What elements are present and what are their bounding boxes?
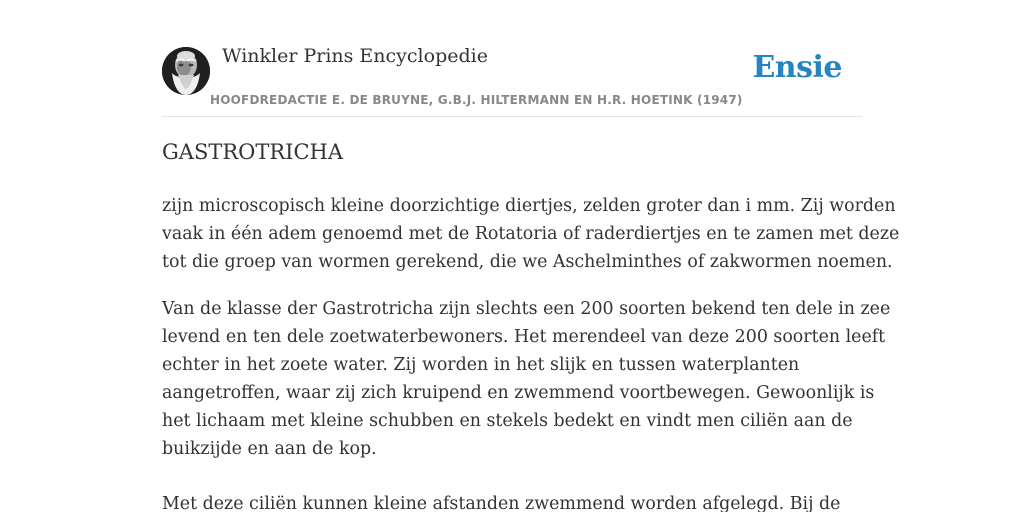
publication-title[interactable]: Winkler Prins Encyclopedie (222, 45, 488, 67)
paragraph-3 (162, 490, 862, 512)
paragraph-line: tot die groep van wormen gerekend, die we Aschelminthes of zakwormen noemen. (162, 252, 893, 272)
content-column (162, 0, 900, 512)
paragraph-line: Met deze ciliën kunnen kleine afstanden zwemmend worden afgelegd. Bij de (162, 494, 841, 512)
article-title: GASTROTRICHA (162, 140, 344, 164)
publication-header (162, 0, 862, 117)
paragraph-line: Van de klasse der Gastrotricha zijn slechts een 200 soorten bekend ten dele in zee (162, 299, 891, 319)
avatar[interactable] (162, 47, 210, 95)
paragraph-line: zijn microscopisch kleine doorzichtige diertjes, zelden groter dan i mm. Zij worden (162, 196, 896, 216)
bearded-man-portrait-icon (162, 47, 210, 95)
paragraph-line: levend en ten dele zoetwaterbewoners. Het merendeel van deze 200 soorten leeft (162, 327, 886, 347)
paragraph-1 (162, 192, 900, 276)
paragraph-line: echter in het zoete water. Zij worden in het slijk en tussen waterplanten (162, 355, 800, 375)
paragraph-line: buikzijde en aan de kop. (162, 439, 377, 459)
ensie-logo-link[interactable]: Ensie (752, 50, 842, 85)
paragraph-line: aangetroffen, waar zij zich kruipend en zwemmend voortbewegen. Gewoonlijk is (162, 383, 875, 403)
publication-editors: HOOFDREDACTIE E. DE BRUYNE, G.B.J. HILTERMANN EN H.R. HOETINK (1947) (210, 93, 743, 107)
paragraph-line: het lichaam met kleine schubben en stekels bedekt en vindt men ciliën aan de (162, 411, 853, 431)
paragraph-line: vaak in één adem genoemd met de Rotatoria of raderdiertjes en te zamen met deze (162, 224, 900, 244)
paragraph-2 (162, 295, 891, 463)
